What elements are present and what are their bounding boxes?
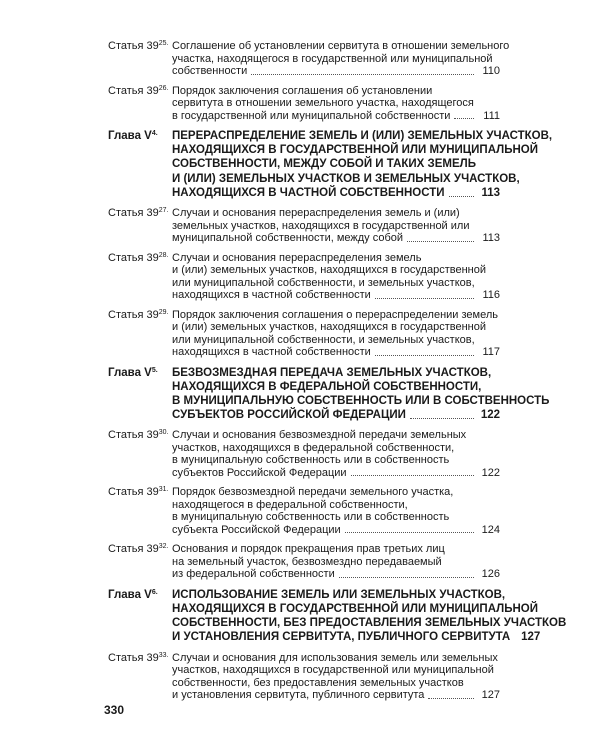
entry-title-line: субъектов Российской Федерации [172, 466, 347, 479]
dot-leader [339, 577, 474, 578]
entry-label-superscript: 4. [151, 130, 158, 137]
entry-title-line: СОБСТВЕННОСТИ, МЕЖДУ СОБОЙ И ТАКИХ ЗЕМЕЛЬ [172, 158, 476, 171]
entry-label-superscript: 25. [158, 40, 169, 47]
entry-label-superscript: 6. [151, 588, 158, 596]
page-reference: 127 [521, 631, 541, 644]
entry-label-superscript: 31. [158, 486, 169, 494]
entry-label-superscript: 28. [158, 251, 169, 259]
entry-title [172, 85, 500, 123]
entry-title-line: Случаи и основания перераспределения земель и (или) [172, 207, 460, 220]
page-reference: 126 [481, 568, 500, 581]
page-reference: 113 [481, 186, 500, 199]
page-reference: 113 [482, 232, 500, 245]
toc-article [108, 207, 508, 245]
page-reference: 122 [481, 466, 500, 479]
entry-title-line: И (ИЛИ) ЗЕМЕЛЬНЫХ УЧАСТКОВ И ЗЕМЕЛЬНЫХ УЧАСТКОВ, [172, 172, 520, 185]
entry-label [108, 40, 170, 53]
entry-label [108, 129, 170, 143]
entry-title-line: в муниципальную собственность или в собственность [172, 511, 450, 524]
entry-title-line: находящихся в частной собственности [172, 289, 371, 302]
entry-title-line: и установления сервитута, публичного сервитута [172, 689, 425, 702]
entry-title-line: Порядок безвозмездной передачи земельного участка, [172, 486, 454, 499]
toc-article [108, 309, 508, 359]
entry-title-line: в государственной или муниципальной собственности [172, 109, 451, 122]
entry-title-line: Случаи и основания перераспределения земель [172, 251, 422, 264]
dot-leader [428, 698, 474, 699]
entry-title-line: ИСПОЛЬЗОВАНИЕ ЗЕМЕЛЬ ИЛИ ЗЕМЕЛЬНЫХ УЧАСТКОВ, [172, 588, 506, 601]
entry-label [108, 486, 170, 499]
entry-label [108, 309, 170, 322]
entry-label [108, 588, 170, 602]
dot-leader [454, 118, 474, 119]
entry-label-superscript: 5. [151, 366, 158, 374]
entry-title-line: или муниципальной собственности, и земельных участков, [172, 276, 475, 289]
entry-label-prefix: Статья 39 [108, 40, 159, 52]
entry-title [172, 543, 500, 581]
entry-title-line: из федеральной собственности [172, 568, 335, 581]
dot-leader [449, 196, 474, 197]
entry-title-line: участков, находящихся в государственной или муниципальной [172, 664, 494, 677]
entry-title-line: муниципальной собственности, между собой [172, 232, 404, 245]
toc-article [108, 40, 508, 78]
dot-leader [251, 74, 474, 75]
entry-title-line: ПЕРЕРАСПРЕДЕЛЕНИЕ ЗЕМЕЛЬ И (ИЛИ) ЗЕМЕЛЬНЫХ УЧАСТКОВ, [172, 130, 553, 142]
toc-article [108, 652, 508, 702]
toc-chapter [108, 588, 567, 645]
entry-title-line: Порядок заключения соглашения о перераспределении земель [172, 308, 499, 321]
entry-title-line: участков, находящихся в федеральной собственности, [172, 441, 455, 454]
entry-label [108, 366, 170, 380]
entry-title [172, 588, 567, 645]
entry-title-line: НАХОДЯЩИХСЯ В ФЕДЕРАЛЬНОЙ СОБСТВЕННОСТИ, [172, 380, 482, 393]
entry-title-line: Случаи и основания для использования земель или земельных [172, 651, 498, 664]
dot-leader [375, 355, 474, 356]
entry-title [172, 366, 550, 423]
page-number: 330 [104, 703, 125, 717]
entry-label-prefix: Глава V [108, 588, 152, 601]
page-reference: 116 [482, 289, 500, 302]
page-reference: 110 [482, 65, 500, 77]
entry-title-line: на земельный участок, безвозмездно передаваемый [172, 555, 442, 568]
entry-label [108, 252, 170, 265]
page-reference: 111 [483, 109, 500, 122]
entry-title-line: В МУНИЦИПАЛЬНУЮ СОБСТВЕННОСТЬ ИЛИ В СОБСТВЕННОСТЬ [172, 394, 550, 407]
dot-leader [351, 475, 474, 476]
dot-leader [375, 298, 474, 299]
entry-title [172, 652, 500, 702]
entry-label-prefix: Статья 39 [108, 651, 159, 664]
dot-leader [407, 241, 474, 242]
entry-title-line: и (или) земельных участков, находящихся в государственной [172, 321, 486, 334]
entry-title-line: сервитута в отношении земельного участка, находящегося [172, 97, 474, 109]
entry-label-superscript: 26. [158, 84, 169, 92]
entry-title-line: И УСТАНОВЛЕНИЯ СЕРВИТУТА, ПУБЛИЧНОГО СЕРВИТУТА [172, 631, 511, 644]
toc-article [108, 543, 508, 581]
table-of-contents [0, 40, 600, 709]
entry-label-superscript: 32. [158, 543, 169, 551]
entry-label [108, 429, 170, 442]
entry-label [108, 652, 170, 665]
page-reference: 117 [482, 346, 500, 359]
entry-label-prefix: Глава V [108, 366, 152, 379]
dot-leader [345, 532, 474, 533]
entry-title-line: находящихся в частной собственности [172, 346, 371, 359]
entry-title-line: земельных участков, находящихся в государственной или [172, 219, 470, 232]
entry-label-prefix: Статья 39 [108, 543, 159, 556]
entry-label-prefix: Статья 39 [108, 84, 159, 97]
entry-label [108, 543, 170, 556]
entry-title-line: Порядок заключения соглашения об установлении [172, 84, 433, 97]
entry-title-line: СОБСТВЕННОСТИ, БЕЗ ПРЕДОСТАВЛЕНИЯ ЗЕМЕЛЬНЫХ УЧАСТКОВ [172, 617, 567, 630]
entry-title [172, 486, 500, 536]
entry-title-line: Случаи и основания безвозмездной передачи земельных [172, 429, 467, 442]
entry-title [172, 40, 510, 78]
entry-label-prefix: Глава V [108, 130, 152, 142]
entry-title-line: участка, находящегося в государственной или муниципальной [172, 52, 493, 65]
entry-label-prefix: Статья 39 [108, 486, 159, 499]
page-reference: 124 [481, 523, 500, 536]
entry-label-prefix: Статья 39 [108, 308, 159, 321]
entry-title-line: собственности, без предоставления земельных участков [172, 676, 464, 689]
entry-label-prefix: Статья 39 [108, 207, 159, 220]
entry-label-superscript: 27. [158, 207, 169, 215]
entry-title [172, 429, 500, 479]
entry-title [172, 129, 553, 200]
entry-title-line: субъекта Российской Федерации [172, 523, 341, 536]
toc-chapter [108, 366, 550, 423]
entry-title [172, 207, 500, 245]
toc-article [108, 85, 508, 123]
entry-title-line: БЕЗВОЗМЕЗДНАЯ ПЕРЕДАЧА ЗЕМЕЛЬНЫХ УЧАСТКОВ, [172, 366, 492, 379]
entry-title [172, 309, 500, 359]
entry-title-line: НАХОДЯЩИХСЯ В ГОСУДАРСТВЕННОЙ ИЛИ МУНИЦИПАЛЬНОЙ [172, 144, 538, 157]
toc-article [108, 252, 508, 302]
toc-article [108, 429, 508, 479]
entry-label-superscript: 33. [158, 651, 169, 659]
entry-title-line: Соглашение об установлении сервитута в отношении земельного [172, 40, 510, 52]
toc-chapter [108, 129, 553, 200]
entry-label-prefix: Статья 39 [108, 251, 159, 264]
toc-article [108, 486, 508, 536]
dot-leader [410, 418, 474, 419]
page-reference: 122 [480, 409, 500, 422]
page-reference: 127 [481, 689, 500, 702]
entry-label [108, 85, 170, 98]
entry-label-prefix: Статья 39 [108, 429, 159, 442]
entry-title-line: Основания и порядок прекращения прав третьих лиц [172, 543, 445, 556]
entry-title [172, 252, 500, 302]
entry-title-line: НАХОДЯЩИХСЯ В ГОСУДАРСТВЕННОЙ ИЛИ МУНИЦИПАЛЬНОЙ [172, 603, 538, 616]
entry-title-line: и (или) земельных участков, находящихся в государственной [172, 264, 486, 277]
entry-title-line: находящегося в федеральной собственности, [172, 498, 408, 511]
entry-title-line: собственности [172, 65, 248, 77]
entry-label-superscript: 29. [158, 308, 169, 316]
entry-title-line: в муниципальную собственность или в собственность [172, 454, 450, 467]
entry-label-superscript: 30. [158, 429, 169, 437]
entry-title-line: НАХОДЯЩИХСЯ В ЧАСТНОЙ СОБСТВЕННОСТИ [172, 186, 445, 199]
entry-title-line: СУБЪЕКТОВ РОССИЙСКОЙ ФЕДЕРАЦИИ [172, 409, 406, 422]
entry-label [108, 207, 170, 220]
entry-title-line: или муниципальной собственности, и земельных участков, [172, 333, 475, 346]
